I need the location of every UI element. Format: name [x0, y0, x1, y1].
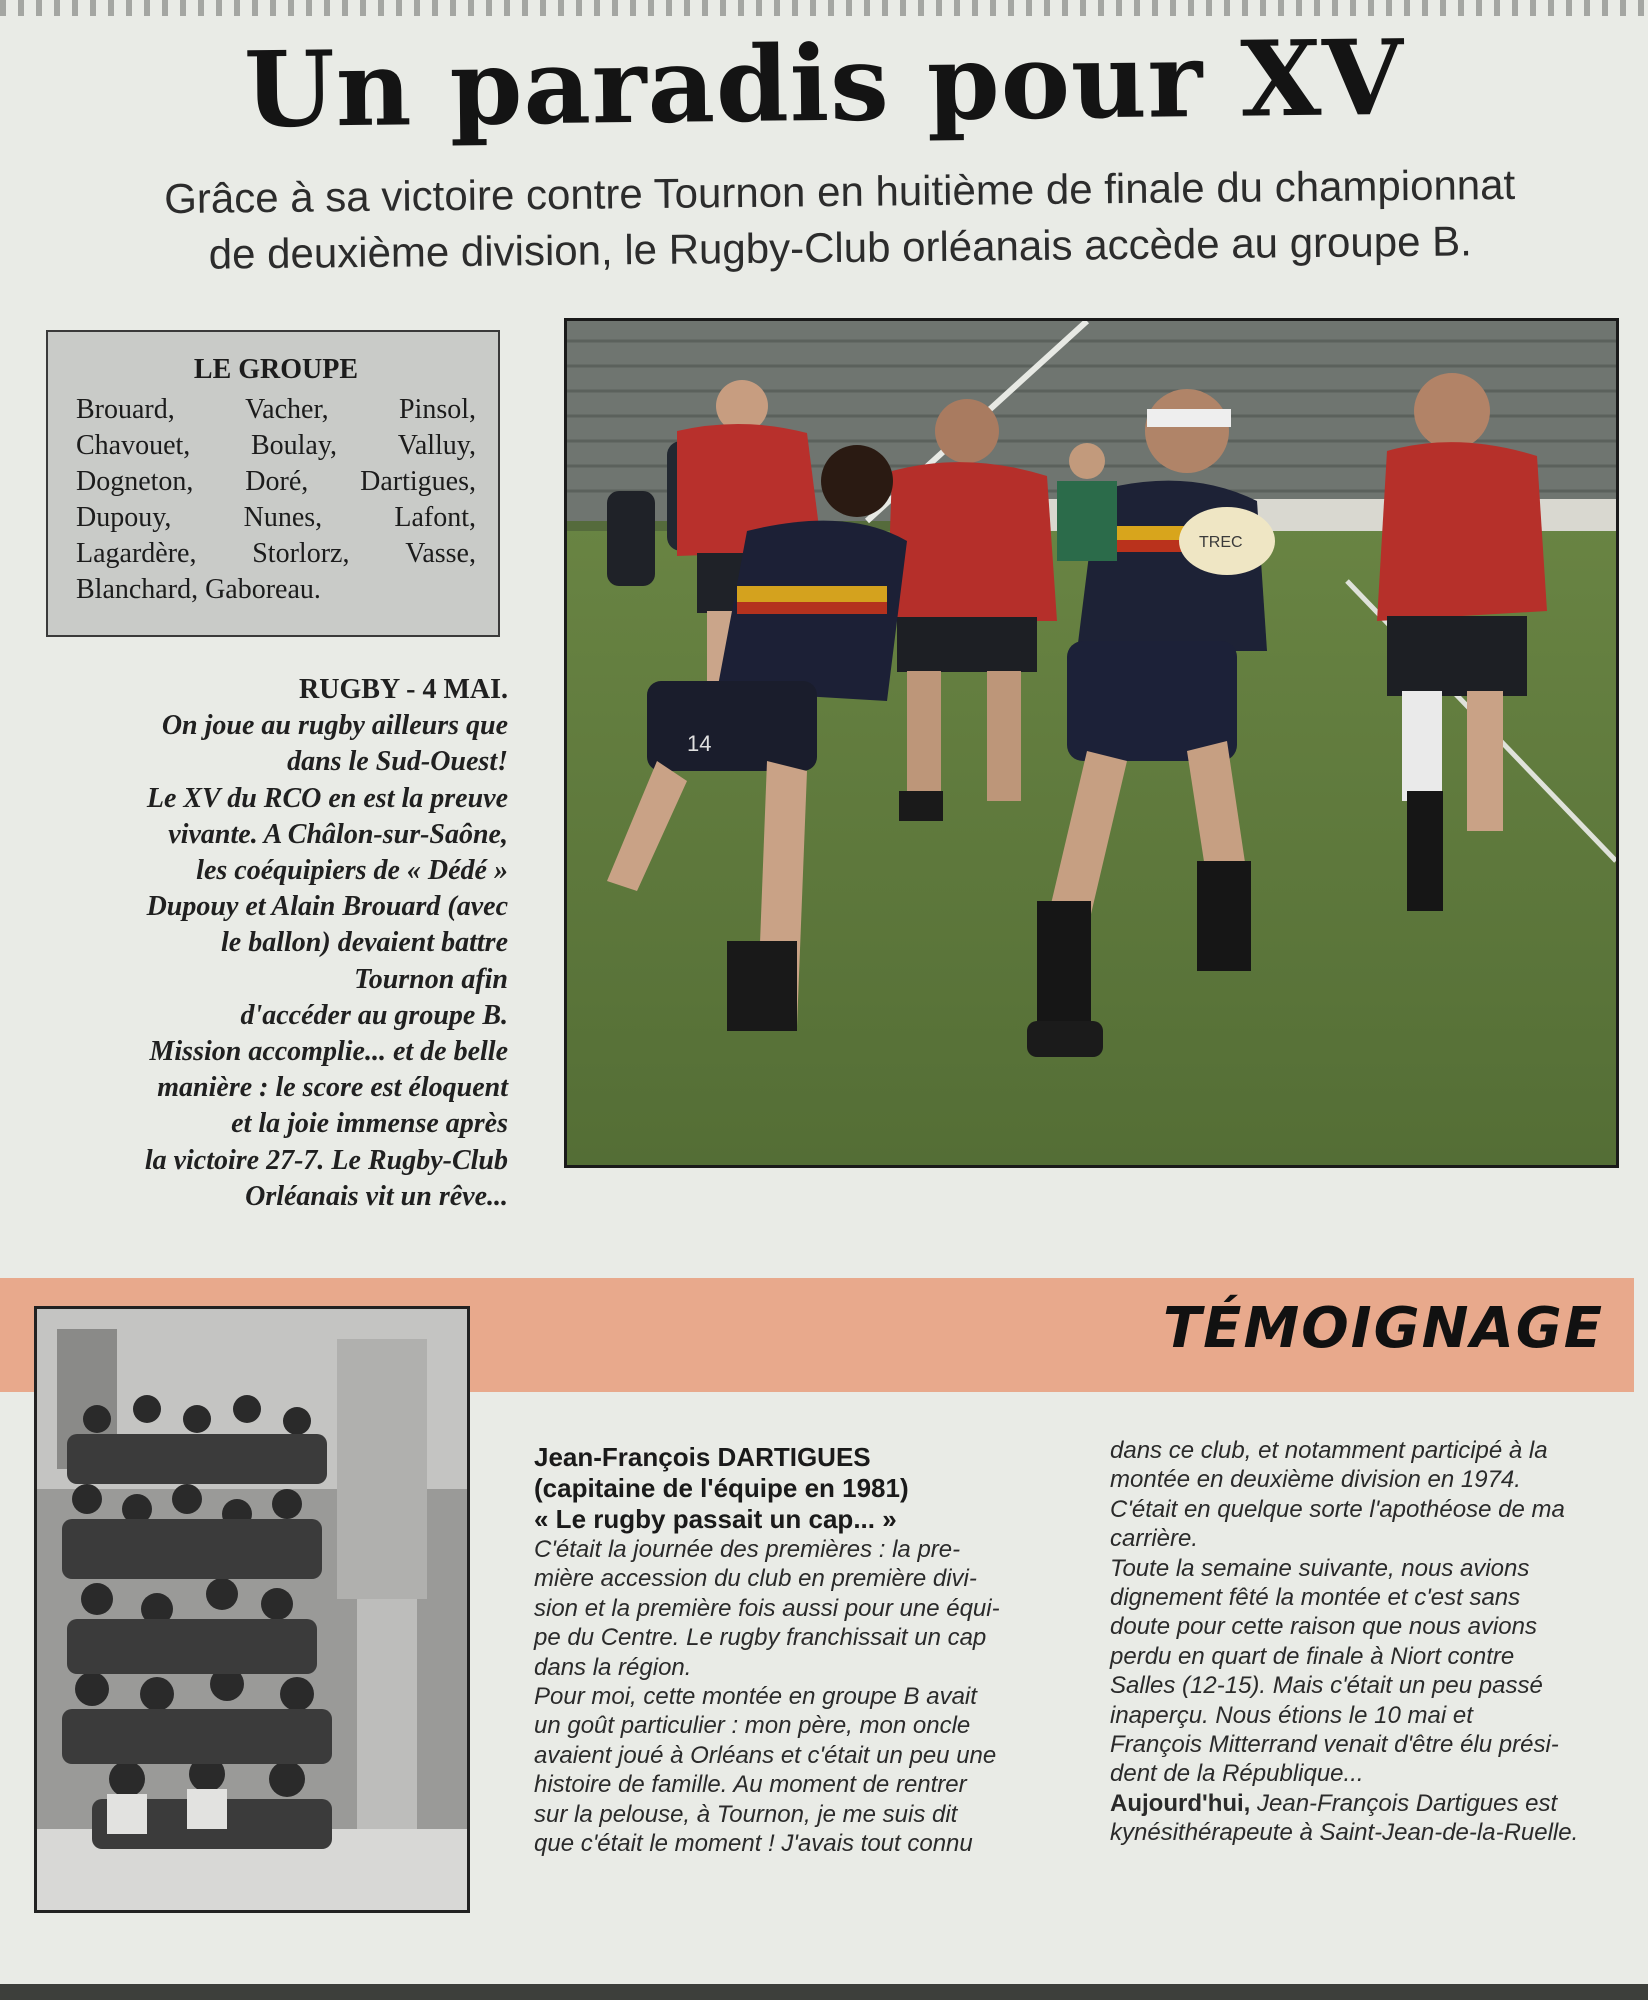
caption-line: la victoire 27-7. Le Rugby-Club: [144, 1144, 508, 1176]
caption-line: Mission accomplie... et de belle: [149, 1036, 508, 1068]
testimony-column-1: [534, 1442, 1078, 1858]
standfirst-line: de deuxième division, le Rugby-Club orléanais accède au groupe B.: [208, 217, 1473, 278]
testimony-author: Jean-François DARTIGUES: [534, 1442, 871, 1472]
body-line: histoire de famille. Au moment de rentrer: [534, 1771, 967, 1799]
body-line: sur la pelouse, à Tournon, je me suis dit: [534, 1800, 958, 1828]
roster-name: Storlorz,: [252, 538, 350, 569]
body-line: montée en deuxième division en 1974.: [1110, 1466, 1521, 1494]
roster-name: Dogneton,: [76, 466, 194, 497]
body-line: Toute la semaine suivante, nous avions: [1110, 1554, 1530, 1582]
body-line: perdu en quart de finale à Niort contre: [1110, 1642, 1515, 1670]
roster-name: Vacher,: [245, 394, 329, 425]
caption-line: dans le Sud-Ouest!: [287, 746, 508, 778]
roster-name: Lagardère,: [76, 538, 197, 569]
roster-name: Lafont,: [394, 502, 476, 533]
body-line: Salles (12-15). Mais c'était un peu passé: [1110, 1672, 1543, 1700]
roster-name: Dupouy,: [76, 502, 172, 533]
caption-line: manière : le score est éloquent: [157, 1072, 508, 1104]
roster-line: [76, 464, 476, 500]
roster-line: [76, 536, 476, 572]
roster-name: Dartigues,: [360, 466, 476, 497]
testimony-column-2: [1110, 1436, 1640, 1848]
caption-line: Le XV du RCO en est la preuve: [146, 782, 508, 814]
roster-line: [76, 572, 476, 608]
today-text: Jean-François Dartigues est: [1250, 1789, 1558, 1817]
ball-label: TREC: [1199, 534, 1243, 551]
caption-line: et la joie immense après: [231, 1108, 508, 1140]
body-line: inaperçu. Nous étions le 10 mai et: [1110, 1701, 1473, 1729]
body-line: un goût particulier : mon père, mon oncle: [534, 1712, 971, 1740]
body-line: sion et la première fois aussi pour une équi-: [534, 1594, 1000, 1622]
body-line: dans ce club, et notamment participé à la: [1110, 1437, 1548, 1464]
rugby-match-photo: [564, 318, 1619, 1168]
today-label: Aujourd'hui,: [1110, 1789, 1251, 1817]
binding-spiral: [0, 0, 1648, 16]
body-line: C'était la journée des premières : la pre-: [534, 1536, 961, 1563]
body-line: mière accession du club en première divi-: [534, 1565, 977, 1593]
roster-name: Brouard,: [76, 394, 175, 425]
standfirst: [59, 156, 1620, 284]
roster-name: Boulay,: [250, 430, 338, 461]
testimony-quote: « Le rugby passait un cap... »: [534, 1504, 897, 1534]
roster-name: Valluy,: [397, 430, 476, 461]
caption-line: Dupouy et Alain Brouard (avec: [146, 891, 508, 923]
body-line: Pour moi, cette montée en groupe B avait: [534, 1683, 977, 1711]
caption-line: les coéquipiers de « Dédé »: [196, 855, 508, 887]
roster-line: [76, 392, 476, 428]
roster-line: [76, 500, 476, 536]
team-group-photo: [34, 1306, 470, 1913]
roster-name: Pinsol,: [398, 394, 476, 425]
roster-title: LE GROUPE: [193, 354, 359, 385]
roster-name: Blanchard, Gaboreau.: [76, 574, 321, 605]
testimony-role: (capitaine de l'équipe en 1981): [534, 1473, 909, 1503]
body-line: doute pour cette raison que nous avions: [1110, 1613, 1537, 1641]
photo-caption: [46, 672, 508, 1215]
body-line: que c'était le moment ! J'avais tout connu: [534, 1830, 973, 1858]
body-line: pe du Centre. Le rugby franchissait un cap: [534, 1624, 987, 1652]
roster-line: [76, 428, 476, 464]
section-title: TÉMOIGNAGE: [1162, 1296, 1604, 1361]
team-roster-box: [46, 330, 500, 637]
body-line: carrière.: [1110, 1525, 1199, 1553]
caption-line: On joue au rugby ailleurs que: [161, 710, 508, 742]
roster-name: Nunes,: [243, 502, 323, 533]
body-line: dignement fêté la montée et c'est sans: [1110, 1584, 1521, 1612]
roster-name: Chavouet,: [76, 430, 191, 461]
page-title: Un paradis pour XV: [243, 15, 1405, 152]
caption-line: le ballon) devaient battre: [221, 927, 508, 959]
caption-line: Tournon afin: [354, 963, 508, 995]
shorts-number: 14: [687, 731, 712, 756]
caption-heading: RUGBY - 4 MAI.: [299, 674, 508, 705]
caption-line: d'accéder au groupe B.: [240, 999, 508, 1031]
body-line: dans la région.: [534, 1653, 692, 1681]
roster-name: Doré,: [245, 466, 309, 497]
caption-line: Orléanais vit un rêve...: [245, 1180, 508, 1212]
body-line: avaient joué à Orléans et c'était un peu une: [534, 1741, 997, 1769]
page-bottom-edge: [0, 1984, 1648, 2000]
body-line: C'était en quelque sorte l'apothéose de ma: [1110, 1495, 1565, 1523]
body-line: dent de la République...: [1110, 1760, 1364, 1788]
body-line: kynésithérapeute à Saint-Jean-de-la-Ruelle.: [1110, 1819, 1579, 1847]
caption-line: vivante. A Châlon-sur-Saône,: [168, 818, 508, 850]
today-line: [1110, 1789, 1640, 1818]
standfirst-line: Grâce à sa victoire contre Tournon en huitième de finale du championnat: [163, 160, 1516, 223]
roster-name: Vasse,: [405, 538, 476, 569]
body-line: François Mitterrand venait d'être élu prési-: [1110, 1731, 1559, 1759]
